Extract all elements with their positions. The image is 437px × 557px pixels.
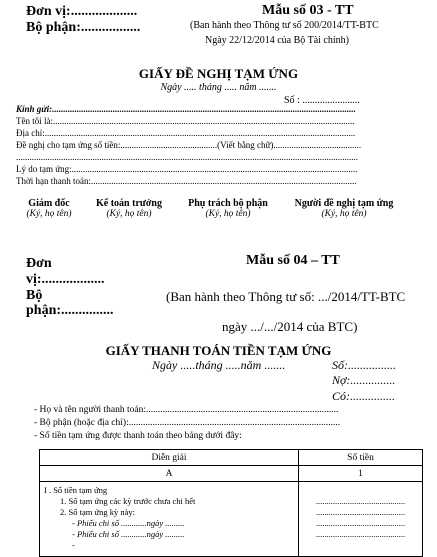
field-address: Địa chỉ:.......................................................................................................................................... — [16, 128, 356, 138]
amount-line: .......................................... — [315, 496, 406, 506]
settlement-table — [39, 449, 423, 557]
desc-line: I . Số tiền tạm ứng — [44, 485, 108, 495]
department-label: Bộ phận:................. — [26, 20, 141, 35]
credit-account: Có:............... — [332, 389, 395, 403]
issued-date-2: ngày .../.../2014 của BTC) — [222, 319, 358, 334]
form-number: Mẫu số 03 - TT — [262, 3, 354, 18]
form-number-2: Mẫu số 04 – TT — [246, 253, 340, 268]
unit-label: Đơn vị:................... — [26, 4, 138, 19]
col-code-desc: A — [40, 466, 299, 482]
amount-line: .......................................... — [315, 507, 406, 517]
field-deadline: Thời hạn thanh toán:...................................................................................................................... — [16, 176, 357, 186]
field-payer-name: - Họ và tên người thanh toán:................................................................................. — [34, 405, 339, 415]
field-amount: Đề nghị cho tạm ứng số tiền:...........................................(Viết bằng chữ)....................................... — [16, 140, 362, 150]
field-reason: Lý do tạm ứng:............................................................................................................................... — [16, 164, 358, 174]
issued-date: Ngày 22/12/2014 của Bộ Tài chính) — [205, 35, 349, 46]
date-line: Ngày ..... tháng ..... năm ....... — [160, 82, 277, 93]
col-header-desc: Diễn giải — [40, 450, 299, 466]
signature-dept-head: Phụ trách bộ phận (Ký, họ tên) — [188, 198, 268, 219]
table-header-row — [40, 450, 423, 466]
field-recipient: Kính gửi:....................................................................................................................................... — [16, 104, 356, 114]
field-amount-cont: ........................................................................................................................................................ — [16, 152, 358, 162]
debit-account: Nợ:............... — [332, 373, 396, 387]
signature-director: Giám đốc (Ký, họ tên) — [26, 198, 72, 219]
col-header-amount: Số tiền — [299, 450, 423, 466]
department-label-2b: phận:............... — [26, 303, 114, 318]
unit-label-2b: vị:.................. — [26, 272, 105, 287]
document-number: Số : ....................... — [284, 95, 360, 106]
desc-line: - — [72, 540, 75, 550]
amount-cell — [299, 482, 423, 557]
signature-chief-accountant: Kế toán trưởng (Ký, họ tên) — [96, 198, 162, 219]
issued-by-2: (Ban hành theo Thông tư số: .../2014/TT-BTC — [166, 289, 406, 304]
desc-cell — [40, 482, 299, 557]
unit-label-2a: Đơn — [26, 256, 52, 271]
document-number-2: Số:................ — [332, 358, 396, 372]
field-settlement-note: - Số tiền tạm ứng được thanh toán theo bảng dưới đây: — [34, 431, 242, 441]
issued-by: (Ban hành theo Thông tư số 200/2014/TT-BTC — [190, 20, 379, 31]
field-name: Tên tôi là:...................................................................................................................................... — [16, 116, 355, 126]
amount-line — [303, 485, 418, 496]
desc-line: 2. Số tạm ứng kỳ này: — [60, 507, 135, 517]
amount-line: .......................................... — [315, 518, 406, 528]
col-code-amount: 1 — [299, 466, 423, 482]
table-row — [40, 482, 423, 557]
form-title: GIẤY ĐỀ NGHỊ TẠM ỨNG — [138, 66, 299, 81]
date-line-2: Ngày .....tháng .....năm ....... — [152, 358, 286, 372]
department-label-2a: Bộ — [26, 288, 43, 303]
field-payer-dept: - Bộ phận (hoặc địa chỉ):......................................................................................... — [34, 418, 341, 428]
signature-requester: Người đề nghị tạm ứng (Ký, họ tên) — [294, 198, 394, 219]
table-code-row — [40, 466, 423, 482]
desc-line: - Phiếu chi số ............ngày ......... — [72, 529, 185, 539]
desc-line: - Phiếu chi số ............ngày ......... — [72, 518, 185, 528]
desc-line: 1. Số tạm ứng các kỳ trước chưa chi hết — [60, 496, 196, 506]
amount-line: .......................................... — [315, 529, 406, 539]
form-title-2: GIẤY THANH TOÁN TIỀN TẠM ỨNG — [105, 343, 332, 358]
